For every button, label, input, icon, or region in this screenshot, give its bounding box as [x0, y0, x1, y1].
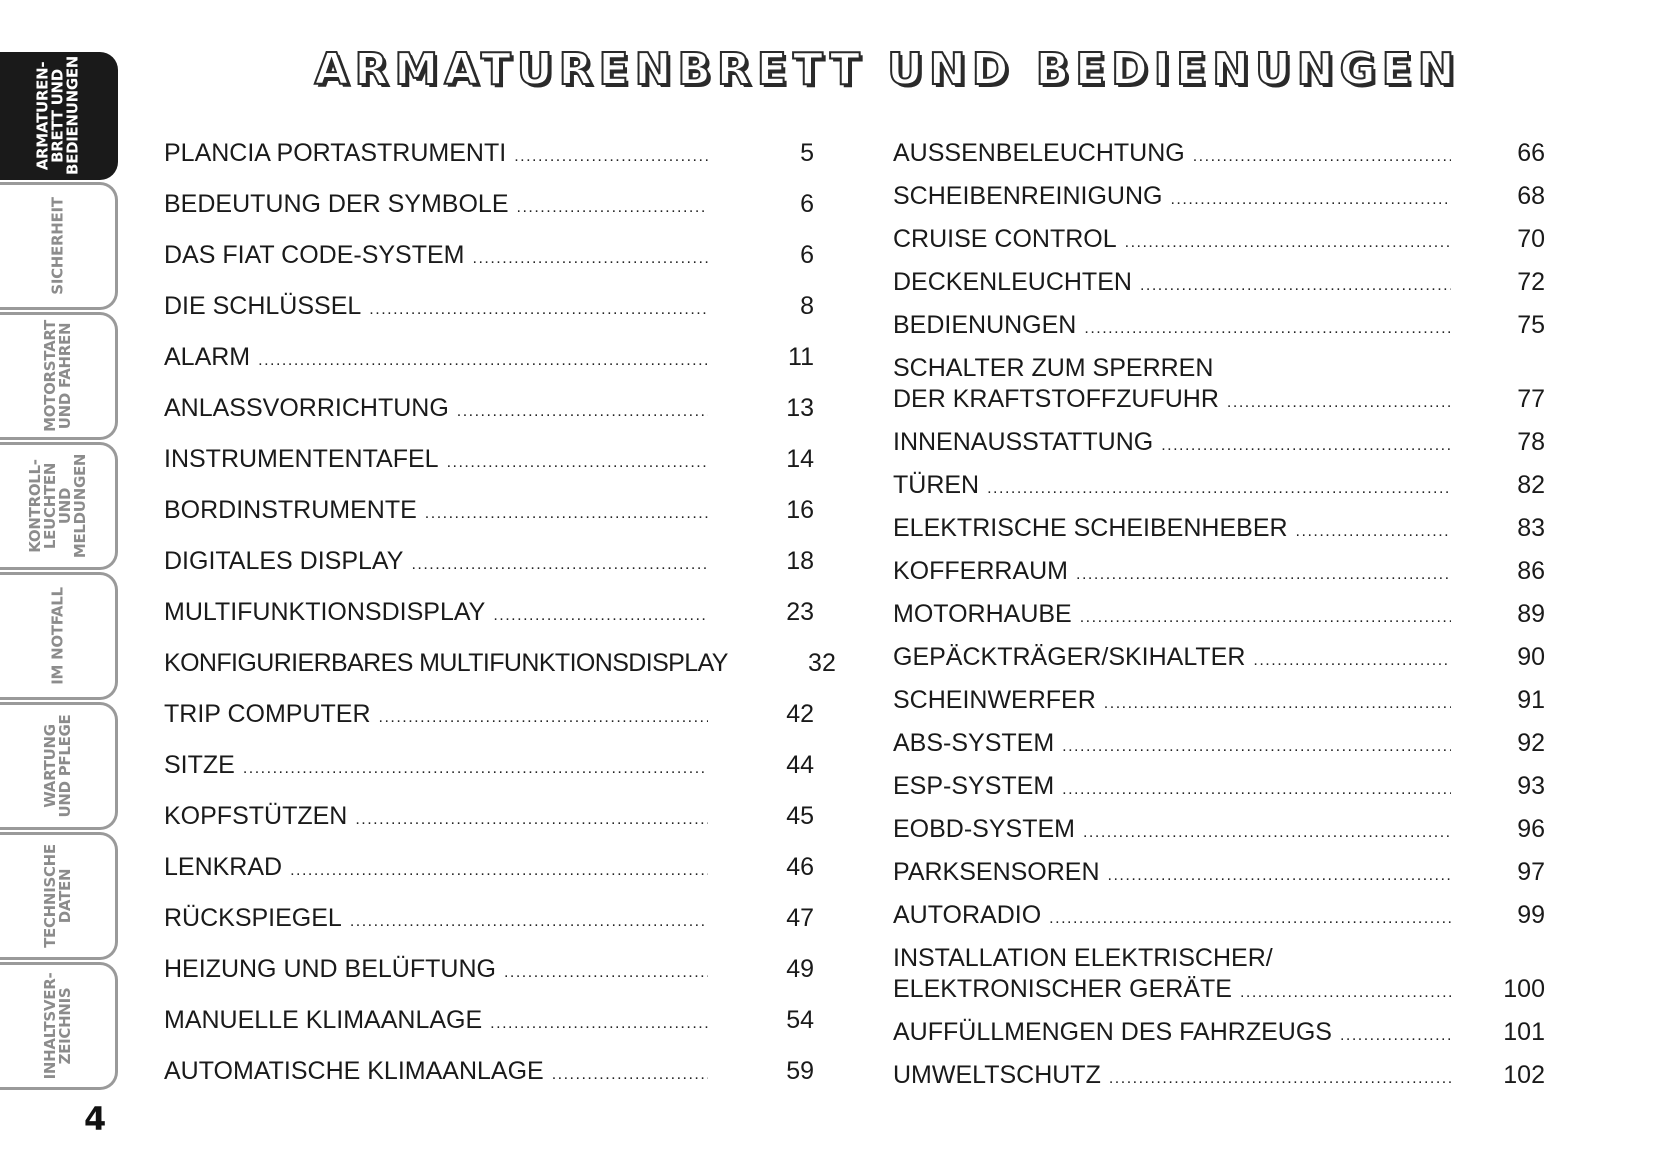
- toc-page: 86: [1517, 557, 1545, 585]
- leader-dots: [1104, 688, 1451, 719]
- toc-title: LENKRAD: [164, 853, 283, 881]
- toc-entry[interactable]: [164, 138, 814, 189]
- leader-dots: [1161, 430, 1451, 461]
- toc-entry[interactable]: [164, 495, 814, 546]
- tab-wartung[interactable]: [0, 702, 118, 830]
- toc-page: 8: [800, 292, 814, 320]
- toc-entry[interactable]: [164, 1056, 814, 1107]
- toc-entry[interactable]: [164, 699, 814, 750]
- leader-dots: [1340, 1020, 1451, 1051]
- toc-title: RÜCKSPIEGEL: [164, 904, 342, 932]
- toc-title: DIGITALES DISPLAY: [164, 547, 404, 575]
- toc-entry[interactable]: [893, 642, 1545, 685]
- toc-title: BORDINSTRUMENTE: [164, 496, 417, 524]
- tab-label: WARTUNG UND PFLEGE: [40, 714, 74, 818]
- toc-page: 32: [808, 649, 836, 677]
- toc-title: KOPFSTÜTZEN: [164, 802, 348, 830]
- toc-title: ANLASSVORRICHTUNG: [164, 394, 449, 422]
- toc-page: 6: [800, 241, 814, 269]
- toc-page: 44: [786, 751, 814, 779]
- toc-page: 16: [786, 496, 814, 524]
- toc-page: 101: [1503, 1018, 1545, 1046]
- leader-dots: [411, 549, 708, 580]
- leader-dots: [1140, 270, 1451, 301]
- leader-dots: [1193, 141, 1451, 172]
- leader-dots: [473, 243, 708, 274]
- toc-title: AUTORADIO: [893, 901, 1042, 929]
- toc-title: ESP-SYSTEM: [893, 772, 1055, 800]
- toc-title: SITZE: [164, 751, 235, 779]
- toc-title: SCHEINWERFER: [893, 686, 1096, 714]
- toc-title: INSTRUMENTENTAFEL: [164, 445, 439, 473]
- toc-title: KOFFERRAUM: [893, 557, 1068, 585]
- leader-dots: [493, 600, 708, 631]
- tab-inhaltsverzeichnis[interactable]: [0, 962, 118, 1090]
- leader-dots: [1170, 184, 1451, 215]
- toc-title: DECKENLEUCHTEN: [893, 268, 1132, 296]
- toc-title: TÜREN: [893, 471, 980, 499]
- toc-page: 18: [786, 547, 814, 575]
- toc-page: 59: [786, 1057, 814, 1085]
- leader-dots: [514, 141, 708, 172]
- toc-page: 96: [1517, 815, 1545, 843]
- toc-page: 82: [1517, 471, 1545, 499]
- toc-entry[interactable]: [164, 546, 814, 597]
- tab-label: ARMATUREN- BRETT UND BEDIENUNGEN: [33, 55, 81, 175]
- toc-entry[interactable]: [893, 599, 1545, 642]
- toc-page: 54: [786, 1006, 814, 1034]
- toc-entry[interactable]: [893, 513, 1545, 556]
- toc-page: 99: [1517, 901, 1545, 929]
- tab-kontrollleuchten[interactable]: [0, 442, 118, 570]
- toc-entry[interactable]: [893, 943, 1545, 1017]
- leader-dots: [490, 1008, 708, 1039]
- leader-dots: [1062, 731, 1451, 762]
- leader-dots: [517, 192, 708, 223]
- toc-page: 42: [786, 700, 814, 728]
- toc-page: 92: [1517, 729, 1545, 757]
- toc-page: 23: [786, 598, 814, 626]
- toc-entry[interactable]: [164, 648, 836, 699]
- toc-title-line1: SCHALTER ZUM SPERREN: [893, 354, 1214, 382]
- toc-page: 47: [786, 904, 814, 932]
- tab-technische-daten[interactable]: [0, 832, 118, 960]
- tab-armaturenbrett[interactable]: [0, 52, 118, 180]
- toc-page: 100: [1503, 975, 1545, 1003]
- toc-page: 83: [1517, 514, 1545, 542]
- toc-title: GEPÄCKTRÄGER/SKIHALTER: [893, 643, 1246, 671]
- toc-title: EOBD-SYSTEM: [893, 815, 1075, 843]
- toc-title: CRUISE CONTROL: [893, 225, 1117, 253]
- page-number: 4: [84, 1100, 107, 1138]
- toc-title: INNENAUSSTATTUNG: [893, 428, 1154, 456]
- leader-dots: [1049, 903, 1451, 934]
- leader-dots: [457, 396, 708, 427]
- toc-title: AUSSENBELEUCHTUNG: [893, 139, 1185, 167]
- toc-entry[interactable]: [893, 556, 1545, 599]
- leader-dots: [987, 473, 1451, 504]
- leader-dots: [258, 345, 708, 376]
- tab-label: TECHNISCHE DATEN: [40, 844, 74, 948]
- toc-entry[interactable]: [893, 728, 1545, 771]
- toc-page: 68: [1517, 182, 1545, 210]
- toc-title: PLANCIA PORTASTRUMENTI: [164, 139, 507, 167]
- leader-dots: [355, 804, 708, 835]
- toc-title: ELEKTRONISCHER GERÄTE: [893, 975, 1232, 1003]
- leader-dots: [1108, 860, 1451, 891]
- page-title: ARMATURENBRETT UND BEDIENUNGEN: [314, 44, 1461, 95]
- toc-title: TRIP COMPUTER: [164, 700, 371, 728]
- toc-entry[interactable]: [893, 814, 1545, 857]
- toc-title: PARKSENSOREN: [893, 858, 1100, 886]
- toc-left-column: [164, 138, 836, 1107]
- leader-dots: [1109, 1063, 1451, 1094]
- toc-title: ALARM: [164, 343, 251, 371]
- toc-title: MOTORHAUBE: [893, 600, 1072, 628]
- leader-dots: [1076, 559, 1451, 590]
- toc-title: KONFIGURIERBARES MULTIFUNKTIONSDISPLAY: [164, 649, 728, 677]
- toc-entry[interactable]: [164, 393, 814, 444]
- toc-page: 90: [1517, 643, 1545, 671]
- toc-entry[interactable]: [164, 597, 814, 648]
- toc-entry[interactable]: [893, 1017, 1545, 1060]
- toc-page: 70: [1517, 225, 1545, 253]
- leader-dots: [552, 1059, 708, 1090]
- toc-title: BEDEUTUNG DER SYMBOLE: [164, 190, 509, 218]
- toc-page: 13: [786, 394, 814, 422]
- toc-page: 97: [1517, 858, 1545, 886]
- toc-entry[interactable]: [164, 852, 814, 903]
- toc-entry[interactable]: [164, 903, 814, 954]
- toc-title-line1: INSTALLATION ELEKTRISCHER/: [893, 944, 1273, 972]
- toc-title: UMWELTSCHUTZ: [893, 1061, 1101, 1089]
- toc-page: 102: [1503, 1061, 1545, 1089]
- leader-dots: [243, 753, 708, 784]
- tab-label: KONTROLL- LEUCHTEN UND MELDUNGEN: [25, 453, 89, 559]
- toc-page: 45: [786, 802, 814, 830]
- leader-dots: [447, 447, 708, 478]
- toc-page: 6: [800, 190, 814, 218]
- leader-dots: [1080, 602, 1451, 633]
- toc-page: 46: [786, 853, 814, 881]
- toc-title: ELEKTRISCHE SCHEIBENHEBER: [893, 514, 1288, 542]
- toc-title: DAS FIAT CODE-SYSTEM: [164, 241, 465, 269]
- tab-motorstart[interactable]: [0, 312, 118, 440]
- toc-entry[interactable]: [164, 189, 814, 240]
- toc-page: 5: [800, 139, 814, 167]
- leader-dots: [1083, 817, 1451, 848]
- toc-title: ABS-SYSTEM: [893, 729, 1055, 757]
- leader-dots: [1296, 516, 1451, 547]
- tab-label: INHALTSVER- ZEICHNIS: [40, 972, 74, 1080]
- leader-dots: [1253, 645, 1451, 676]
- leader-dots: [504, 957, 708, 988]
- toc-entry[interactable]: [164, 240, 814, 291]
- toc-entry[interactable]: [893, 427, 1545, 470]
- toc-entry[interactable]: [893, 181, 1545, 224]
- toc-page: 78: [1517, 428, 1545, 456]
- leader-dots: [425, 498, 708, 529]
- tab-label: MOTORSTART UND FAHREN: [40, 320, 74, 432]
- toc-entry[interactable]: [164, 291, 814, 342]
- tab-label: SICHERHEIT: [48, 197, 66, 295]
- toc-entry[interactable]: [164, 750, 814, 801]
- leader-dots: [350, 906, 708, 937]
- toc-page: 72: [1517, 268, 1545, 296]
- toc-title: BEDIENUNGEN: [893, 311, 1077, 339]
- toc-page: 91: [1517, 686, 1545, 714]
- toc-title: MANUELLE KLIMAANLAGE: [164, 1006, 483, 1034]
- leader-dots: [1125, 227, 1451, 258]
- toc-entry[interactable]: [893, 470, 1545, 513]
- toc-entry[interactable]: [893, 138, 1545, 181]
- leader-dots: [1062, 774, 1451, 805]
- leader-dots: [369, 294, 708, 325]
- toc-entry[interactable]: [893, 224, 1545, 267]
- toc-page: 49: [786, 955, 814, 983]
- leader-dots: [290, 855, 708, 886]
- leader-dots: [1227, 387, 1451, 418]
- toc-entry[interactable]: [893, 353, 1545, 427]
- toc-page: 11: [788, 343, 814, 371]
- toc-entry[interactable]: [893, 1060, 1545, 1103]
- toc-title: HEIZUNG UND BELÜFTUNG: [164, 955, 496, 983]
- toc-title: AUFFÜLLMENGEN DES FAHRZEUGS: [893, 1018, 1332, 1046]
- toc-entry[interactable]: [164, 801, 814, 852]
- toc-entry[interactable]: [164, 1005, 814, 1056]
- tab-im-notfall[interactable]: [0, 572, 118, 700]
- toc-title: DER KRAFTSTOFFZUFUHR: [893, 385, 1219, 413]
- leader-dots: [1240, 977, 1451, 1008]
- toc-entry[interactable]: [893, 900, 1545, 943]
- toc-page: 75: [1517, 311, 1545, 339]
- toc-page: 89: [1517, 600, 1545, 628]
- toc-entry[interactable]: [164, 444, 814, 495]
- toc-page: 66: [1517, 139, 1545, 167]
- leader-dots: [1084, 313, 1451, 344]
- toc-entry[interactable]: [893, 857, 1545, 900]
- toc-entry[interactable]: [893, 267, 1545, 310]
- toc-entry[interactable]: [893, 771, 1545, 814]
- toc-title: SCHEIBENREINIGUNG: [893, 182, 1163, 210]
- tab-label: IM NOTFALL: [48, 587, 66, 685]
- toc-title: MULTIFUNKTIONSDISPLAY: [164, 598, 486, 626]
- toc-page: 14: [786, 445, 814, 473]
- toc-title: DIE SCHLÜSSEL: [164, 292, 362, 320]
- toc-entry[interactable]: [893, 685, 1545, 728]
- toc-entry[interactable]: [164, 342, 814, 393]
- leader-dots: [379, 702, 709, 733]
- tab-sicherheit[interactable]: [0, 182, 118, 310]
- toc-page: 77: [1517, 385, 1545, 413]
- toc-entry[interactable]: [164, 954, 814, 1005]
- toc-title: AUTOMATISCHE KLIMAANLAGE: [164, 1057, 544, 1085]
- toc-right-column: [893, 138, 1545, 1103]
- toc-entry[interactable]: [893, 310, 1545, 353]
- toc-page: 93: [1517, 772, 1545, 800]
